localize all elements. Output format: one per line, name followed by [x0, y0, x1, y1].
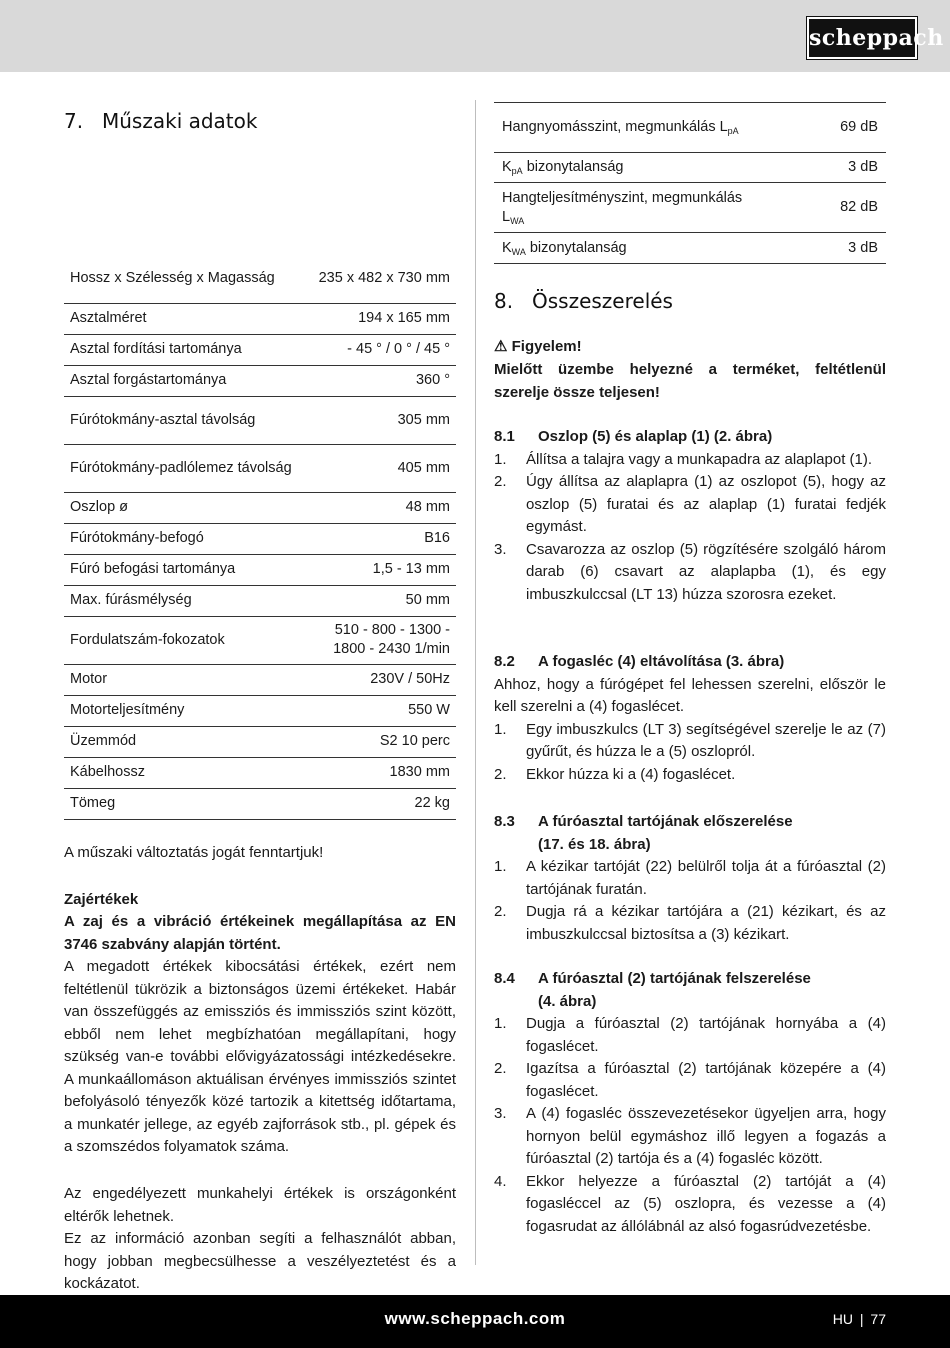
- spec-label: Asztalméret: [64, 303, 306, 334]
- step-number: 2.: [494, 765, 507, 783]
- step-number: 1.: [494, 858, 507, 875]
- subsection-number: 8.1: [494, 428, 515, 445]
- noise-row: [494, 233, 886, 264]
- step-text: Egy imbuszkulcs (LT 3) segítségével szerelje le az (7) gyűrűt, és húzza le a (5) oszlopról.: [526, 720, 886, 760]
- step-item: [494, 764, 886, 787]
- spec-value: 1,5 - 13 mm: [306, 554, 456, 585]
- step-text: A (4) fogasléc összevezetésekor ügyeljen arra, hogy hornyon belül egymáshoz illő legyen a fogazás a fúróasztal (2) tartója és a (4) fogasléc között.: [526, 1105, 886, 1167]
- spec-value: 22 kg: [306, 788, 456, 819]
- section-number: 8.: [494, 289, 514, 313]
- noise-heading: Zajértékek: [64, 891, 139, 908]
- step-text: Dugja rá a kézikar tartójára a (21) kézikart, és az imbuszkulccsal biztosítsa a (3) kézikart.: [526, 903, 886, 943]
- spec-label: Oszlop ø: [64, 492, 306, 523]
- spec-row: [64, 523, 456, 554]
- subsection-title-cont: (4. ábra): [538, 992, 597, 1010]
- step-number: 2.: [494, 903, 507, 920]
- step-list: [494, 719, 886, 787]
- noise-label-text: K: [502, 239, 512, 256]
- header-bar: [0, 0, 950, 72]
- spec-label: Motor: [64, 664, 306, 695]
- noise-value: 3 dB: [765, 153, 886, 183]
- subsection-title: [494, 426, 886, 449]
- noise-paragraph-2: Az engedélyezett munkahelyi értékek is országonként eltérők lehetnek.: [64, 1185, 456, 1225]
- noise-label-text: K: [502, 159, 512, 175]
- spec-label: Fúrótokmány-padlólemez távolság: [64, 444, 306, 492]
- spec-row: [64, 255, 456, 303]
- step-text: Ekkor húzza ki a (4) fogaslécet.: [526, 765, 736, 783]
- spec-label: Kábelhossz: [64, 757, 306, 788]
- spec-value: 48 mm: [306, 492, 456, 523]
- step-item: [494, 901, 886, 946]
- spec-label: Tömeg: [64, 788, 306, 819]
- warning-title: Figyelem!: [511, 338, 582, 355]
- spec-row: [64, 554, 456, 585]
- spec-label: Fordulatszám-fokozatok: [64, 616, 306, 664]
- step-text: Csavarozza az oszlop (5) rögzítésére szolgáló három darab (6) csavart az alaplapba (1), és egy imbuszkulccsal (LT 13) húzza szorosra ezeket.: [526, 540, 886, 603]
- section-number: 7.: [64, 109, 84, 133]
- noise-label-suffix: bizonytalanság: [522, 159, 624, 175]
- step-item: [494, 856, 886, 901]
- step-item: [494, 1103, 886, 1171]
- warning-title-line: [494, 336, 886, 359]
- noise-label-suffix: bizonytalanság: [525, 239, 627, 256]
- spec-row: [64, 396, 456, 444]
- language-code: HU: [832, 1311, 853, 1327]
- page-number: 77: [870, 1311, 886, 1327]
- subsection-title-cont: (17. és 18. ábra): [538, 835, 651, 853]
- subsection-title: [494, 968, 886, 991]
- warning-icon: ⚠: [494, 338, 508, 355]
- noise-value: 3 dB: [765, 233, 886, 264]
- noise-row: [494, 183, 886, 233]
- step-item: [494, 471, 886, 539]
- noise-value: 69 dB: [765, 103, 886, 153]
- step-item: [494, 719, 886, 764]
- spec-value: S2 10 perc: [306, 726, 456, 757]
- page-indicator: HU | 77: [832, 1311, 886, 1327]
- noise-label-sub: WA: [511, 246, 526, 257]
- noise-row: [494, 103, 886, 153]
- spec-label: Asztal fordítási tartománya: [64, 334, 306, 365]
- step-text: Állítsa a talajra vagy a munkapadra az alaplapot (1).: [526, 450, 873, 468]
- subsection-number: 8.2: [494, 653, 515, 670]
- step-text: Ekkor helyezze a fúróasztal (2) tartóját a (4) fogasléccel az (5) oszlopra, és vezesse a (4) fogasrudat az állólábnál az alsó fogasrúdvezetésbe.: [526, 1172, 886, 1235]
- spec-value: B16: [306, 523, 456, 554]
- spec-row: [64, 664, 456, 695]
- section-title: Összeszerelés: [532, 289, 673, 313]
- subsection-title-text: Oszlop (5) és alaplap (1) (2. ábra): [538, 428, 773, 445]
- spec-label: Fúrótokmány-befogó: [64, 523, 306, 554]
- spec-value: 550 W: [306, 695, 456, 726]
- subsection-number: 8.4: [494, 970, 515, 987]
- warning-text: Mielőtt üzembe helyezné a terméket, feltétlenül szerelje össze teljesen!: [494, 361, 886, 401]
- subsection-number: 8.3: [494, 813, 515, 830]
- spec-label: Max. fúrásmélység: [64, 585, 306, 616]
- spec-row: [64, 492, 456, 523]
- step-number: 4.: [494, 1172, 507, 1190]
- noise-row: [494, 153, 886, 183]
- step-text: Dugja a fúróasztal (2) tartójának hornyába a (4) fogaslécet.: [526, 1015, 886, 1055]
- spec-value: 194 x 165 mm: [306, 303, 456, 334]
- spec-value: 50 mm: [306, 585, 456, 616]
- spec-row: [64, 788, 456, 819]
- spec-row: [64, 695, 456, 726]
- spec-row: [64, 444, 456, 492]
- section-7-heading: [64, 109, 257, 133]
- footer-bar: [0, 1295, 950, 1348]
- noise-label: [494, 233, 765, 264]
- step-number: 1.: [494, 720, 507, 738]
- spec-label: Fúrótokmány-asztal távolság: [64, 396, 306, 444]
- section-8-heading: [494, 289, 673, 313]
- spec-table: [64, 255, 456, 820]
- step-list: [494, 856, 886, 946]
- noise-paragraph-1: A megadott értékek kibocsátási értékek, ezért nem feltétlenül tükrözik a biztonságos üzemi értékeket. Habár van összefüggés az emissziós és immissziós szint között, ebből nem lehet megbízhatóan megállapítani, hogy szükség van-e további elővigyázatossági intézkedésekre. A munkaállomáson aktuálisan érvényes immissziós szintet befolyásoló tényezők közé tartozik a kitettség időtartama, a munkatér jellege, az egyéb zajforrások stb., pl. gépek és a szomszédos folyamatok száma.: [64, 958, 456, 1155]
- subsection-title: [494, 811, 886, 834]
- spec-value: 230V / 50Hz: [306, 664, 456, 695]
- spec-label: Üzemmód: [64, 726, 306, 757]
- subsection-title: [494, 651, 886, 674]
- spec-row: [64, 757, 456, 788]
- step-text: A kézikar tartóját (22) belülről tolja át a fúróasztal (2) tartójának furatán.: [526, 858, 886, 898]
- step-list: [494, 1013, 886, 1238]
- step-number: 2.: [494, 473, 507, 490]
- noise-label-text: Hangnyomásszint, megmunkálás L: [502, 119, 728, 135]
- noise-standard-text: A zaj és a vibráció értékeinek megállapítása az EN 3746 szabvány alapján történt.: [64, 913, 456, 953]
- subsection-intro: Ahhoz, hogy a fúrógépet fel lehessen szerelni, először le kell szerelni a (4) fogaslécet.: [494, 675, 886, 715]
- spec-label: Fúró befogási tartománya: [64, 554, 306, 585]
- spec-value: 510 - 800 - 1300 - 1800 - 2430 1/min: [306, 616, 456, 664]
- spec-row: [64, 334, 456, 365]
- noise-label: [494, 103, 765, 153]
- spec-value: 360 °: [306, 365, 456, 396]
- step-item: [494, 539, 886, 607]
- spec-value: - 45 ° / 0 ° / 45 °: [306, 334, 456, 365]
- noise-value: 82 dB: [765, 183, 886, 233]
- step-item: [494, 1013, 886, 1058]
- noise-label-sub: pA: [727, 126, 739, 136]
- spec-row: [64, 616, 456, 664]
- brand-logo: scheppach: [807, 17, 917, 59]
- subsection-title-text: A fúróasztal tartójának előszerelése: [538, 813, 793, 830]
- noise-label: [494, 183, 765, 233]
- spec-row: [64, 726, 456, 757]
- step-list: [494, 449, 886, 607]
- step-text: Igazítsa a fúróasztal (2) tartójának közepére a (4) fogaslécet.: [526, 1060, 886, 1100]
- noise-label-sub: pA: [511, 166, 523, 176]
- subsection-title-text: A fúróasztal (2) tartójának felszerelése: [538, 970, 811, 987]
- noise-label-text: Hangteljesítményszint, megmunkálás L: [502, 189, 743, 225]
- step-number: 1.: [494, 450, 507, 468]
- section-title: Műszaki adatok: [102, 109, 258, 133]
- noise-label-sub: WA: [510, 215, 525, 226]
- step-number: 3.: [494, 540, 507, 558]
- spec-label: Motorteljesítmény: [64, 695, 306, 726]
- step-number: 2.: [494, 1060, 507, 1077]
- spec-value: 1830 mm: [306, 757, 456, 788]
- noise-paragraph-3: Ez az információ azonban segíti a felhasználót abban, hogy jobban megbecsülhesse a veszélyeztetést és a kockázatot.: [64, 1230, 456, 1292]
- column-divider: [475, 100, 476, 1265]
- step-item: [494, 449, 886, 472]
- step-number: 3.: [494, 1105, 507, 1122]
- spec-label: Asztal forgástartománya: [64, 365, 306, 396]
- spec-value: 305 mm: [306, 396, 456, 444]
- spec-label: Hossz x Szélesség x Magasság: [64, 255, 306, 303]
- step-item: [494, 1058, 886, 1103]
- spec-value: 235 x 482 x 730 mm: [306, 255, 456, 303]
- noise-table: [494, 102, 886, 264]
- step-item: [494, 1171, 886, 1239]
- spec-value: 405 mm: [306, 444, 456, 492]
- step-text: Úgy állítsa az alaplapra (1) az oszlopot (5), hogy az oszlop (5) furatai és az alaplap (1) furatai fedjék egymást.: [526, 473, 886, 535]
- change-note: A műszaki változtatás jogát fenntartjuk!: [64, 844, 324, 861]
- spec-row: [64, 585, 456, 616]
- spec-row: [64, 303, 456, 334]
- subsection-title-text: A fogasléc (4) eltávolítása (3. ábra): [538, 653, 785, 670]
- spec-row: [64, 365, 456, 396]
- noise-label: [494, 153, 765, 183]
- step-number: 1.: [494, 1015, 507, 1032]
- footer-url[interactable]: www.scheppach.com: [384, 1309, 566, 1328]
